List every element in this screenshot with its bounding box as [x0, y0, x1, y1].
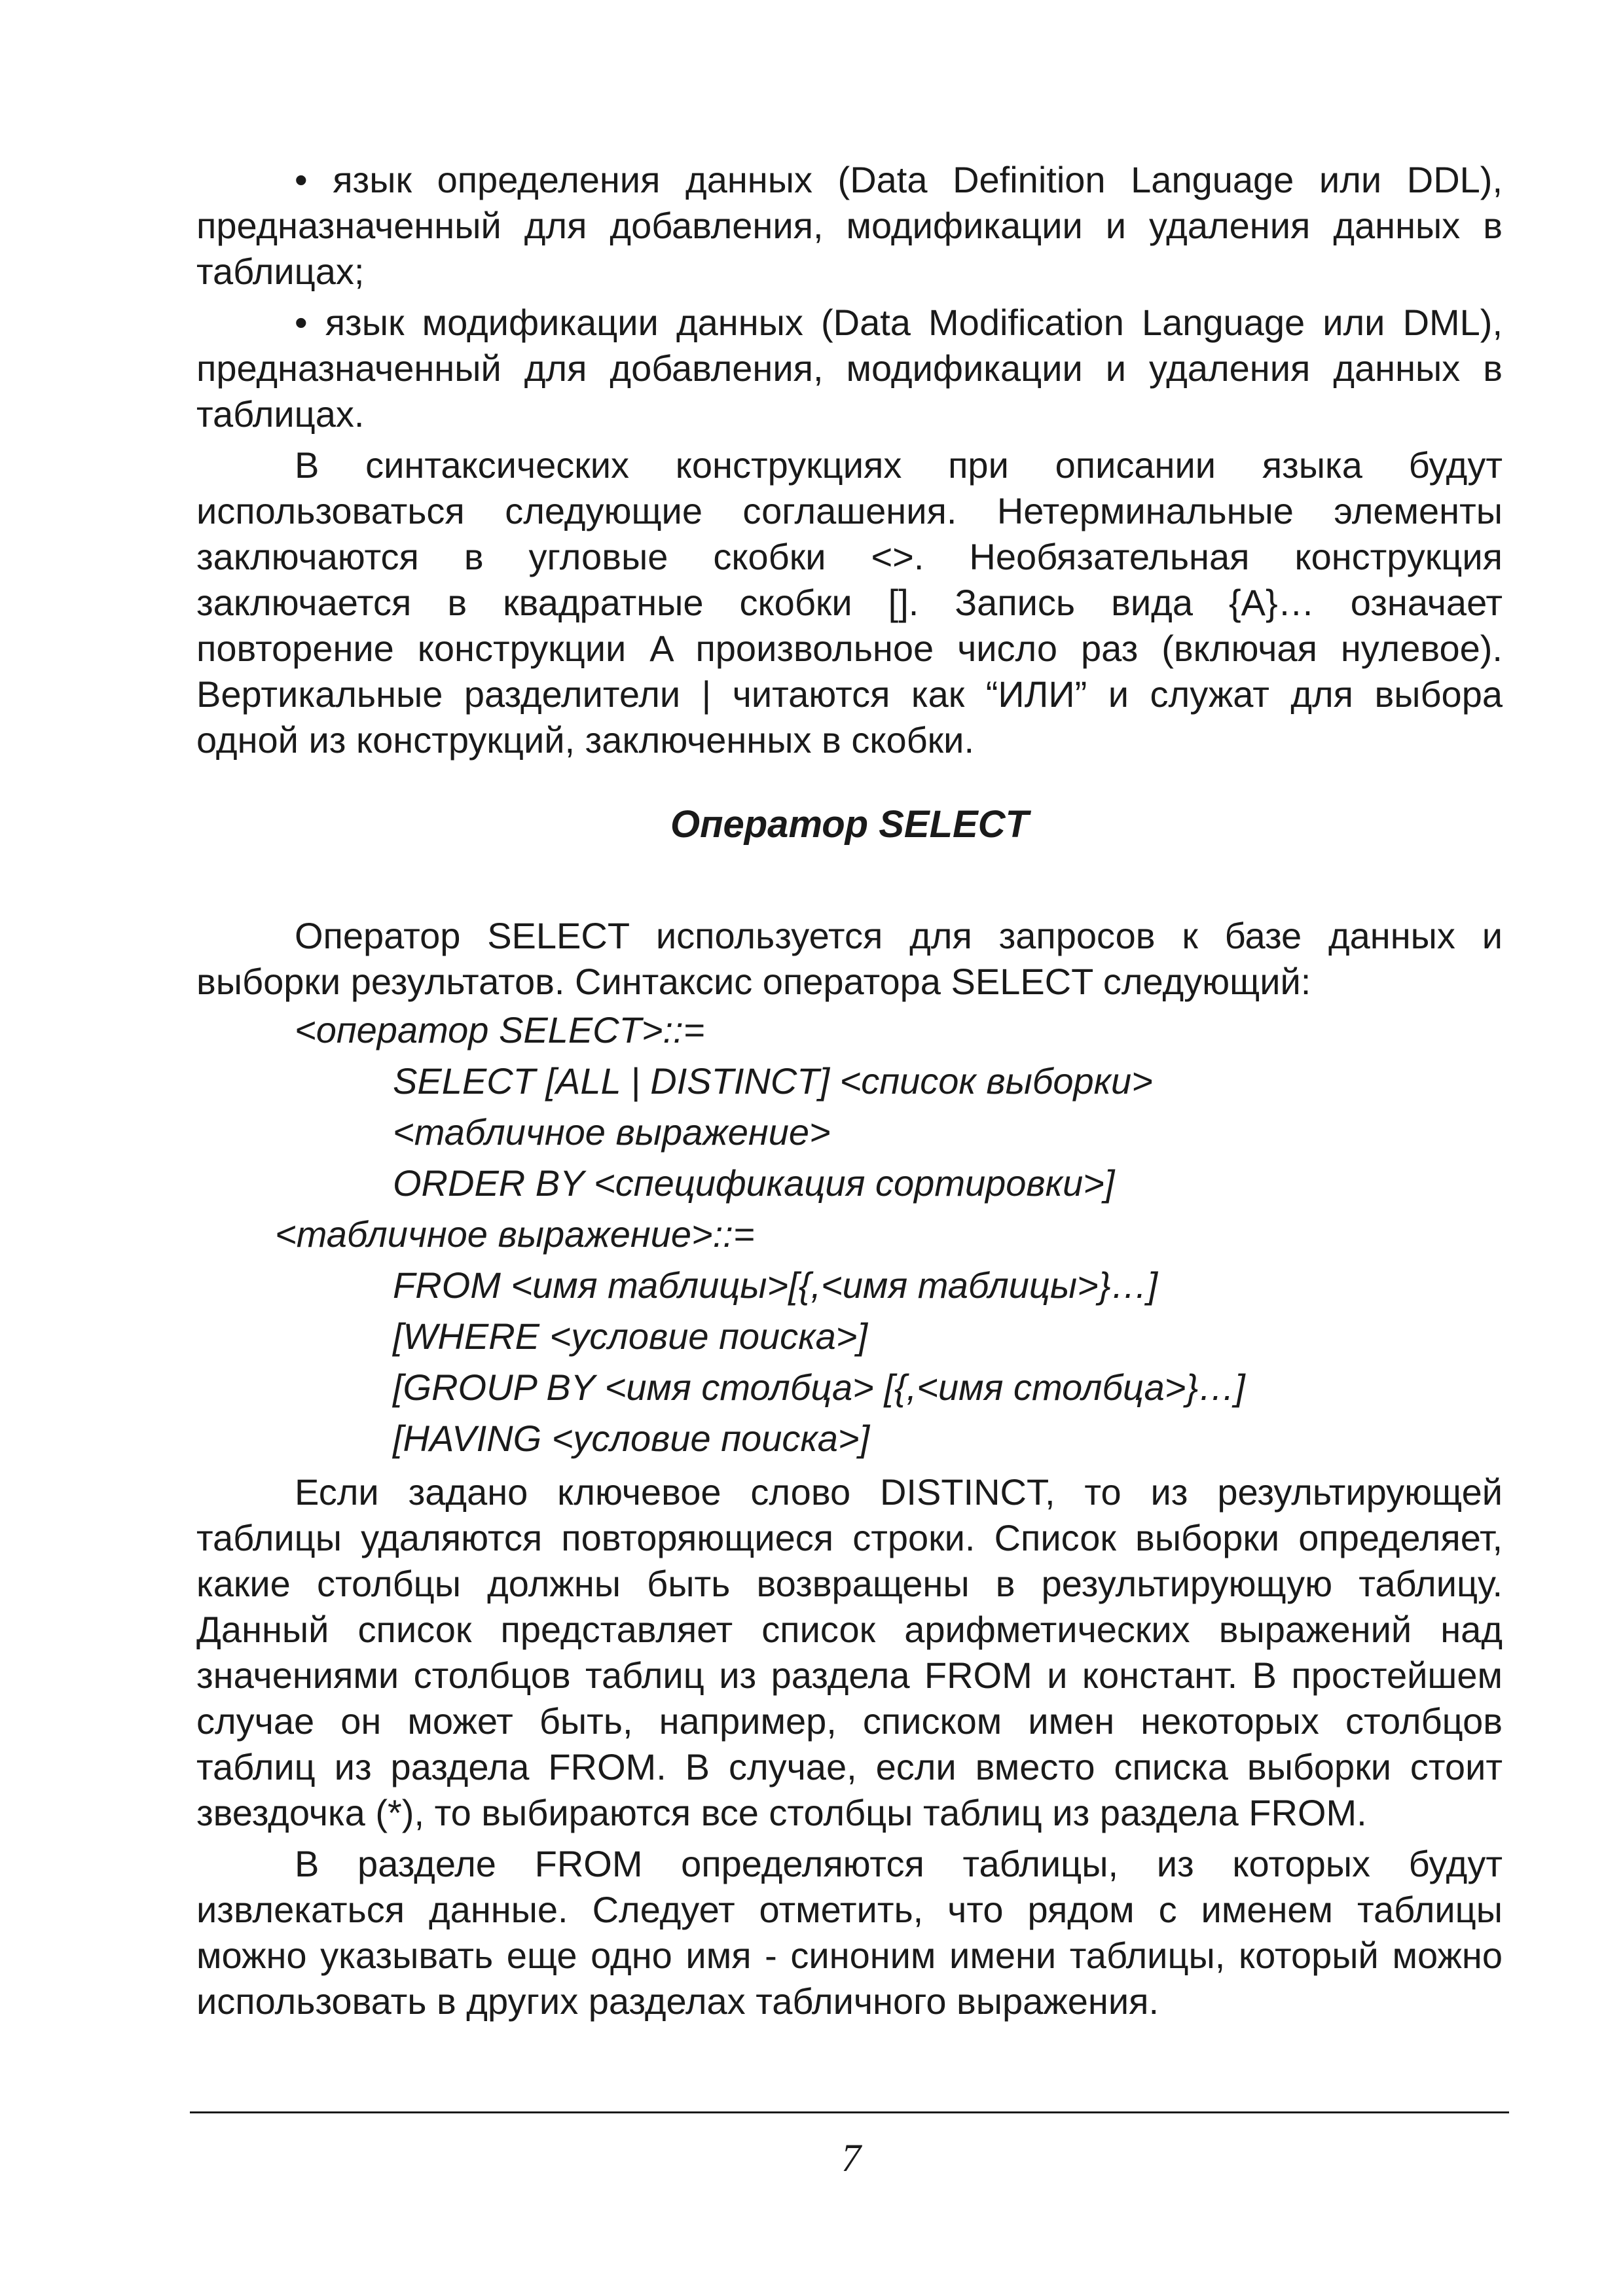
intro-paragraph: Оператор SELECT используется для запросов к базе данных и выборки результатов. Синтаксис оператора SELECT следующий:: [196, 915, 1503, 1002]
syntax-line: [HAVING <условие поиска>]: [393, 1418, 870, 1459]
syntax-line: SELECT [ALL | DISTINCT] <список выборки>: [393, 1060, 1153, 1102]
footer-rule-tick: [843, 2111, 856, 2119]
page-number: 7: [841, 2136, 861, 2179]
syntax-line: <табличное выражение>::=: [275, 1213, 755, 1255]
bullet-item-ddl: [196, 157, 1503, 295]
bullet-item-dml: [196, 300, 1503, 437]
bullet-text-dml: язык модификации данных (Data Modification Language или DML), предназначенный для добавления, модификации и удаления данных в таблицах.: [196, 302, 1503, 435]
distinct-paragraph: Если задано ключевое слово DISTINCT, то из результирующей таблицы удаляются повторяющиеся строки. Список выборки определяет, какие столбцы должны быть возвращены в результирующую таблицу. Данный список представляет список арифметических выражений над значениями столбцов таблиц из раздела FROM и констант. В простейшем случае он может быть, например, списком имен некоторых столбцов таблиц из раздела FROM. В случае, если вместо списка выборки стоит звездочка (*), то выбираются все столбцы таблиц из раздела FROM.: [196, 1471, 1503, 1833]
bullet-marker: •: [295, 302, 308, 343]
syntax-line: <табличное выражение>: [393, 1111, 831, 1153]
syntax-line: ORDER BY <спецификация сортировки>]: [393, 1162, 1115, 1204]
from-paragraph: В разделе FROM определяются таблицы, из которых будут извлекаться данные. Следует отметить, что рядом с именем таблицы можно указывать еще одно имя - синоним имени таблицы, который можно использовать в других разделах табличного выражения.: [196, 1843, 1503, 2022]
syntax-line: [GROUP BY <имя столбца> [{,<имя столбца>}…]: [393, 1367, 1245, 1408]
bullet-marker: •: [295, 159, 308, 200]
bullet-list: [196, 157, 1503, 763]
syntax-line: <оператор SELECT>::=: [295, 1009, 705, 1050]
intro-block: [196, 913, 1503, 1005]
syntax-line: [WHERE <условие поиска>]: [393, 1316, 868, 1357]
syntax-line: FROM <имя таблицы>[{,<имя таблицы>}…]: [393, 1265, 1158, 1306]
section-heading: Оператор SELECT: [670, 803, 1029, 846]
bullet-text-ddl: язык определения данных (Data Definition Language или DDL), предназначенный для добавления, модификации и удаления данных в таблицах;: [196, 159, 1503, 292]
body-block: [196, 1469, 1503, 2024]
conventions-paragraph: В синтаксических конструкциях при описании языка будут использоваться следующие соглашения. Нетерминальные элементы заключаются в угловые скобки <>. Необязательная конструкция заключается в квадратные скобки []. Запись вида {A}… означает повторение конструкции A произвольное число раз (включая нулевое). Вертикальные разделители | читаются как “ИЛИ” и служат для выбора одной из конструкций, заключенных в скобки.: [196, 444, 1503, 761]
